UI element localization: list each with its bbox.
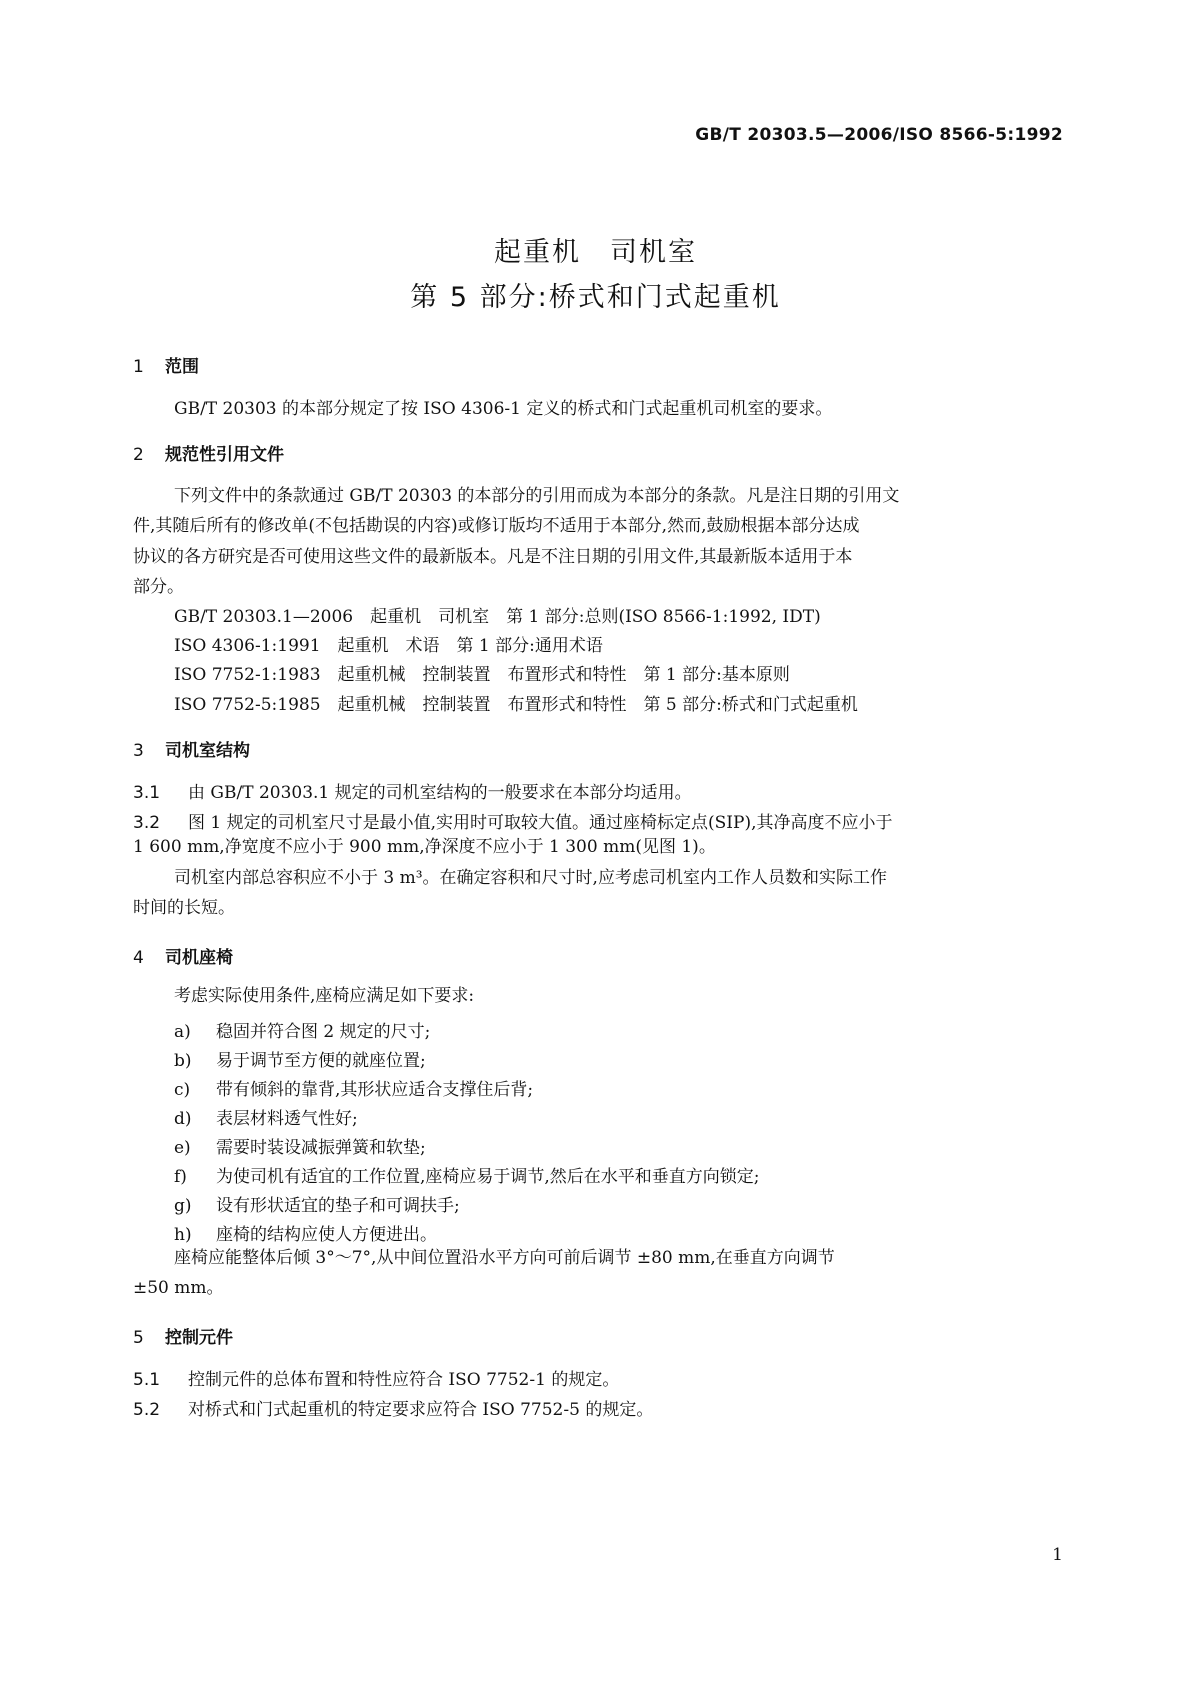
section-4-intro: 考虑实际使用条件,座椅应满足如下要求: (174, 986, 475, 1006)
list-item-label: h) (174, 1225, 192, 1245)
section-number: 5 (133, 1328, 144, 1348)
list-item-text: 带有倾斜的靠背,其形状应适合支撑住后背; (216, 1080, 534, 1100)
list-item (174, 1017, 430, 1042)
list-item-text: 表层材料透气性好; (216, 1109, 358, 1129)
section-4-paragraph-line: 座椅应能整体后倾 3°～7°,从中间位置沿水平方向可前后调节 ±80 mm,在垂直方向调节 (174, 1248, 835, 1268)
section-4-heading (133, 943, 233, 968)
section-number: 1 (133, 357, 144, 377)
normative-reference: ISO 4306-1:1991 起重机 术语 第 1 部分:通用术语 (174, 636, 603, 656)
list-item (174, 1046, 426, 1071)
list-item-label: f) (174, 1167, 187, 1187)
list-item-label: e) (174, 1138, 191, 1158)
list-item-label: d) (174, 1109, 192, 1129)
clause-5-2 (133, 1395, 653, 1420)
document-title-line1: 起重机 司机室 (494, 237, 697, 268)
section-2-paragraph-line: 部分。 (133, 577, 184, 597)
document-title-line2: 第 5 部分:桥式和门式起重机 (410, 282, 781, 313)
normative-reference: GB/T 20303.1—2006 起重机 司机室 第 1 部分:总则(ISO 8566-1:1992, IDT) (174, 607, 821, 627)
section-title: 司机座椅 (165, 948, 233, 968)
standard-code: GB/T 20303.5—2006/ISO 8566-5:1992 (695, 125, 1063, 145)
clause-3-2-continuation: 1 600 mm,净宽度不应小于 900 mm,净深度不应小于 1 300 mm(见图 1)。 (133, 837, 716, 857)
normative-reference: ISO 7752-1:1983 起重机械 控制装置 布置形式和特性 第 1 部分:基本原则 (174, 665, 790, 685)
section-1-heading (133, 352, 199, 377)
list-item-text: 为使司机有适宜的工作位置,座椅应易于调节,然后在水平和垂直方向锁定; (216, 1167, 760, 1187)
list-item-label: g) (174, 1196, 192, 1216)
list-item (174, 1133, 426, 1158)
list-item (174, 1104, 358, 1129)
section-3-paragraph-line: 时间的长短。 (133, 898, 235, 918)
list-item-label: b) (174, 1051, 192, 1071)
clause-3-1 (133, 778, 692, 803)
clause-number: 3.2 (133, 813, 161, 833)
section-number: 2 (133, 445, 144, 465)
section-number: 3 (133, 741, 144, 761)
section-3-paragraph-line: 司机室内部总容积应不小于 3 m³。在确定容积和尺寸时,应考虑司机室内工作人员数和实际工作 (174, 868, 887, 888)
section-title: 规范性引用文件 (165, 445, 284, 465)
section-title: 范围 (165, 357, 199, 377)
list-item-text: 座椅的结构应使人方便进出。 (216, 1225, 437, 1245)
list-item (174, 1162, 760, 1187)
section-number: 4 (133, 948, 144, 968)
clause-number: 3.1 (133, 783, 161, 803)
clause-5-1 (133, 1365, 619, 1390)
section-5-heading (133, 1323, 233, 1348)
list-item-label: c) (174, 1080, 191, 1100)
section-2-paragraph-line: 件,其随后所有的修改单(不包括勘误的内容)或修订版均不适用于本部分,然而,鼓励根据本部分达成 (133, 516, 860, 536)
clause-text: 控制元件的总体布置和特性应符合 ISO 7752-1 的规定。 (188, 1370, 620, 1390)
list-item-text: 易于调节至方便的就座位置; (216, 1051, 426, 1071)
section-2-heading (133, 440, 284, 465)
section-1-paragraph: GB/T 20303 的本部分规定了按 ISO 4306-1 定义的桥式和门式起重机司机室的要求。 (174, 399, 833, 419)
section-2-paragraph-line: 下列文件中的条款通过 GB/T 20303 的本部分的引用而成为本部分的条款。凡是注日期的引用文 (174, 486, 900, 506)
list-item (174, 1191, 460, 1216)
clause-number: 5.1 (133, 1370, 161, 1390)
normative-reference: ISO 7752-5:1985 起重机械 控制装置 布置形式和特性 第 5 部分:桥式和门式起重机 (174, 695, 858, 715)
clause-text: 图 1 规定的司机室尺寸是最小值,实用时可取较大值。通过座椅标定点(SIP),其净高度不应小于 (188, 813, 893, 833)
clause-number: 5.2 (133, 1400, 161, 1420)
clause-text: 由 GB/T 20303.1 规定的司机室结构的一般要求在本部分均适用。 (188, 783, 692, 803)
section-2-paragraph-line: 协议的各方研究是否可使用这些文件的最新版本。凡是不注日期的引用文件,其最新版本适用于本 (133, 547, 853, 567)
list-item-text: 稳固并符合图 2 规定的尺寸; (216, 1022, 431, 1042)
list-item (174, 1075, 533, 1100)
list-item-text: 需要时装设减振弹簧和软垫; (216, 1138, 426, 1158)
section-title: 控制元件 (165, 1328, 233, 1348)
clause-text: 对桥式和门式起重机的特定要求应符合 ISO 7752-5 的规定。 (188, 1400, 654, 1420)
page-number: 1 (1052, 1545, 1063, 1565)
list-item-label: a) (174, 1022, 191, 1042)
list-item-text: 设有形状适宜的垫子和可调扶手; (216, 1196, 460, 1216)
clause-3-2 (133, 808, 893, 833)
section-3-heading (133, 736, 250, 761)
section-4-paragraph-line: ±50 mm。 (133, 1278, 224, 1298)
section-title: 司机室结构 (165, 741, 250, 761)
